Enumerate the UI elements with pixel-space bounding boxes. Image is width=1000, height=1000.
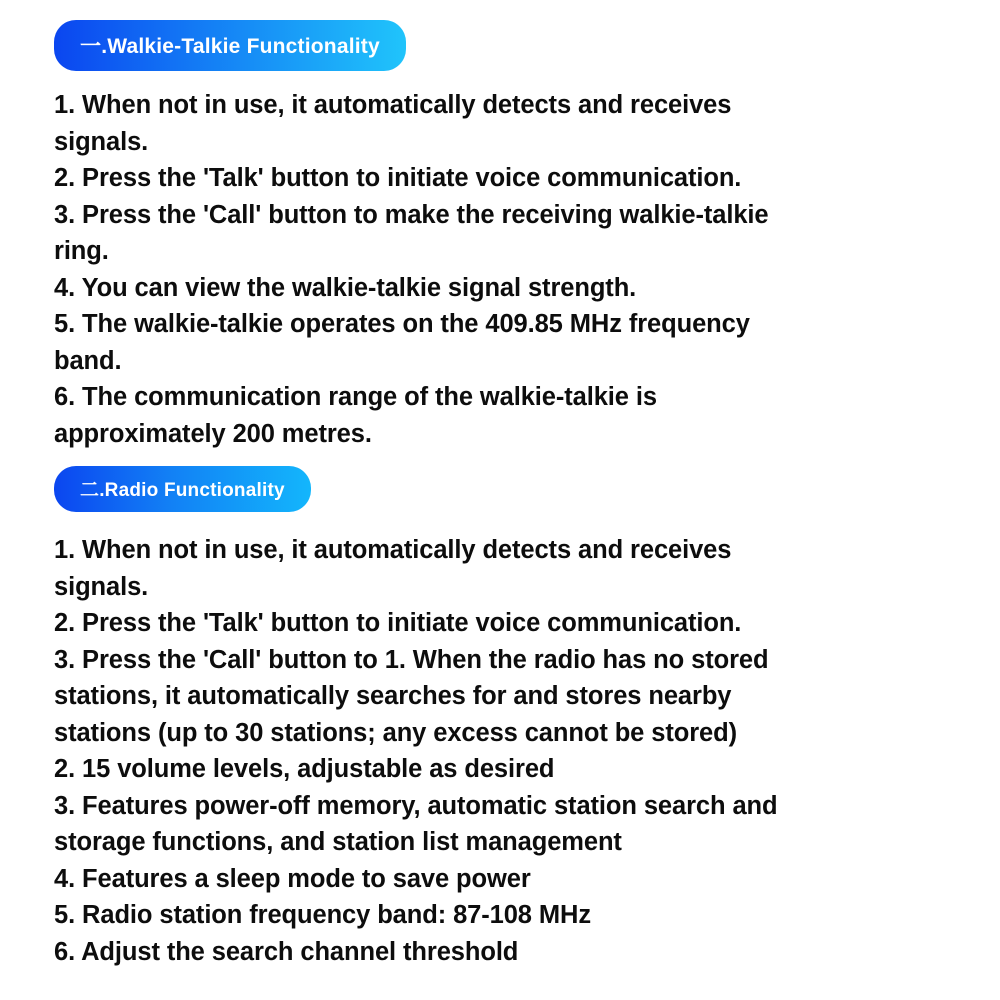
body-line: storage functions, and station list management (54, 828, 622, 856)
body-line: band. (54, 346, 122, 375)
section-radio (30, 456, 970, 970)
body-line: 2. Press the 'Talk' button to initiate voice communication. (54, 164, 742, 192)
body-line: 5. The walkie-talkie operates on the 409.85 MHz frequency (54, 310, 750, 338)
section-marker-one: 一 (80, 34, 102, 58)
section-heading-radio (54, 466, 311, 512)
body-line: 3. Press the 'Call' button to make the receiving walkie-talkie (54, 200, 769, 229)
body-line: signals. (54, 127, 149, 156)
body-line: signals. (54, 572, 149, 601)
body-line: 2. 15 volume levels, adjustable as desired (54, 755, 555, 783)
body-line: 3. Press the 'Call' button to 1. When the radio has no stored (54, 645, 769, 674)
section-marker-two: 二 (80, 479, 100, 501)
section-heading-walkie-talkie (54, 20, 406, 71)
body-line: 4. You can view the walkie-talkie signal strength. (54, 273, 637, 302)
section-title-radio: .Radio Functionality (99, 480, 285, 501)
body-line: 2. Press the 'Talk' button to initiate voice communication. (54, 609, 742, 637)
body-line: 1. When not in use, it automatically detects and receives (54, 91, 732, 119)
body-line: 4. Features a sleep mode to save power (54, 864, 531, 893)
section-body-radio (54, 532, 934, 970)
body-line: 6. Adjust the search channel threshold (54, 937, 519, 966)
body-line: stations (up to 30 stations; any excess cannot be stored) (54, 718, 737, 747)
body-line: 3. Features power-off memory, automatic station search and (54, 791, 778, 820)
section-title-walkie-talkie: .Walkie-Talkie Functionality (101, 35, 380, 58)
section-walkie-talkie (30, 18, 970, 452)
body-line: approximately 200 metres. (54, 419, 372, 448)
body-line: stations, it automatically searches for and stores nearby (54, 682, 732, 710)
body-line: 6. The communication range of the walkie-talkie is (54, 383, 657, 411)
body-line: 5. Radio station frequency band: 87-108 MHz (54, 901, 591, 929)
section-body-walkie-talkie (54, 87, 934, 452)
body-line: 1. When not in use, it automatically detects and receives (54, 536, 732, 564)
body-line: ring. (54, 237, 109, 265)
